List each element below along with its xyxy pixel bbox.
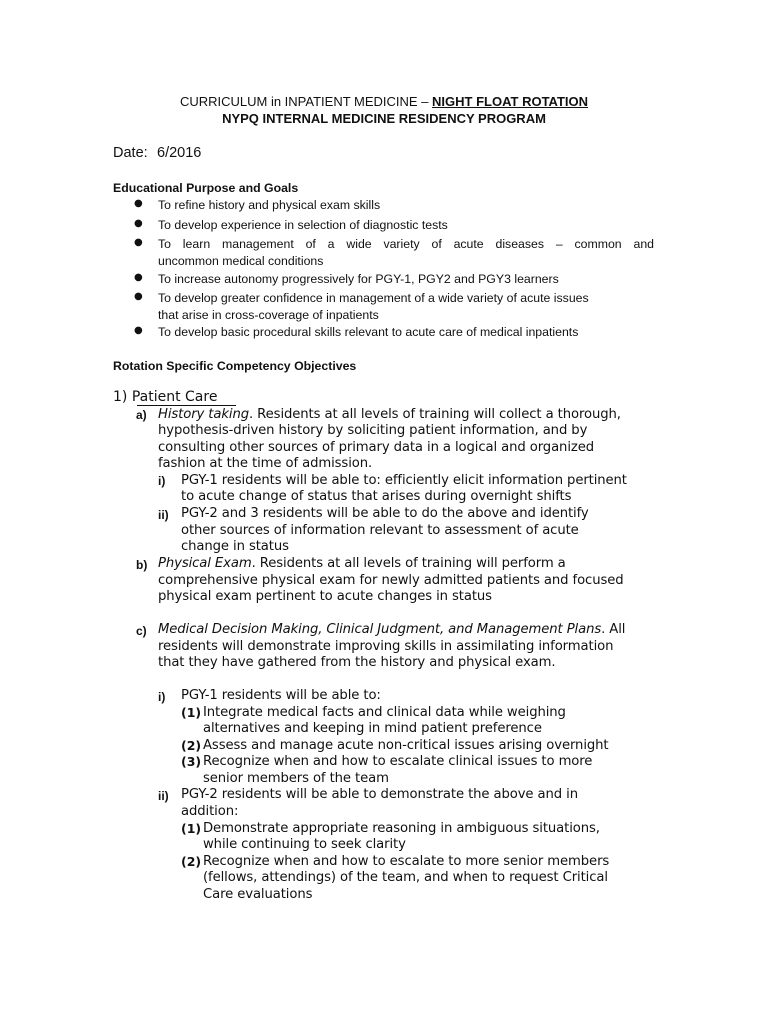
bullet-icon: ●	[134, 272, 143, 283]
item-a-title: History taking	[158, 407, 249, 422]
section-title: 1) Patient Care	[113, 389, 218, 405]
section-underline	[137, 405, 236, 406]
numbered-label: (1)	[181, 821, 202, 836]
item-b-text: . Residents at all levels of training will perform a	[251, 556, 566, 571]
numbered-line: while continuing to seek clarity	[203, 837, 406, 852]
item-b-title: Physical Exam	[158, 556, 252, 571]
program-title: NYPQ INTERNAL MEDICINE RESIDENCY PROGRAM	[222, 111, 546, 126]
goal-item: To develop experience in selection of diagnostic tests	[158, 218, 448, 232]
numbered-label: (2)	[181, 854, 202, 869]
subitem-line: PGY-2 and 3 residents will be able to do the above and identify	[181, 506, 589, 521]
item-c-line	[158, 622, 625, 637]
item-c-text: . All	[601, 622, 626, 637]
goal-item: To increase autonomy progressively for PGY-1, PGY2 and PGY3 learners	[158, 272, 559, 286]
title-prefix: CURRICULUM in INPATIENT MEDICINE –	[179, 94, 433, 109]
title-rotation: NIGHT FLOAT ROTATION	[432, 94, 589, 109]
goal-item: To develop greater confidence in management of a wide variety of acute issues	[158, 291, 589, 305]
numbered-line: Recognize when and how to escalate to more senior members	[203, 854, 610, 869]
subitem-line: other sources of information relevant to assessment of acute	[181, 523, 579, 538]
subitem-line: to acute change of status that arises during overnight shifts	[181, 489, 572, 504]
numbered-line: (fellows, attendings) of the team, and when to request Critical	[203, 870, 608, 885]
goal-item: To learn management of a wide variety of acute diseases – common and	[158, 237, 654, 251]
subitem-line: PGY-2 residents will be able to demonstrate the above and in	[181, 787, 578, 802]
item-label-c: c)	[136, 624, 147, 638]
item-label-a: a)	[136, 408, 147, 422]
item-c-line: residents will demonstrate improving skills in assimilating information	[158, 639, 614, 654]
numbered-line: senior members of the team	[203, 771, 389, 786]
numbered-line: Assess and manage acute non-critical issues arising overnight	[203, 738, 609, 753]
goals-heading: Educational Purpose and Goals	[113, 181, 299, 195]
subitem-line: PGY-1 residents will be able to: efficiently elicit information pertinent	[181, 473, 627, 488]
item-a-line	[158, 407, 621, 422]
subitem-label: i)	[158, 474, 166, 488]
item-a-line: consulting other sources of primary data in a logical and organized	[158, 440, 594, 455]
bullet-icon: ●	[134, 198, 143, 209]
subitem-line: addition:	[181, 804, 239, 819]
item-label-b: b)	[136, 558, 148, 572]
numbered-label: (2)	[181, 738, 202, 753]
numbered-line: alternatives and keeping in mind patient preference	[203, 721, 542, 736]
bullet-icon: ●	[134, 291, 143, 302]
goal-item-cont: uncommon medical conditions	[158, 254, 324, 268]
item-b-line: physical exam pertinent to acute changes in status	[158, 589, 492, 604]
item-b-line: comprehensive physical exam for newly admitted patients and focused	[158, 573, 624, 588]
item-b-line	[158, 556, 566, 571]
goal-item-cont: that arise in cross-coverage of inpatients	[158, 308, 379, 322]
curriculum-title	[0, 94, 768, 109]
bullet-icon: ●	[134, 218, 143, 229]
subitem-label: ii)	[158, 789, 169, 803]
numbered-line: Demonstrate appropriate reasoning in ambiguous situations,	[203, 821, 600, 836]
item-a-line: hypothesis-driven history by soliciting patient information, and by	[158, 423, 588, 438]
subitem-line: PGY-1 residents will be able to:	[181, 688, 381, 703]
subitem-label: i)	[158, 690, 166, 704]
numbered-line: Integrate medical facts and clinical data while weighing	[203, 705, 566, 720]
subitem-line: change in status	[181, 539, 289, 554]
item-a-line: fashion at the time of admission.	[158, 456, 373, 471]
bullet-icon: ●	[134, 325, 143, 336]
numbered-label: (1)	[181, 705, 202, 720]
date-value: 6/2016	[157, 145, 202, 161]
goal-item: To refine history and physical exam skills	[158, 198, 381, 212]
item-c-line: that they have gathered from the history and physical exam.	[158, 655, 556, 670]
numbered-line: Recognize when and how to escalate clinical issues to more	[203, 754, 593, 769]
bullet-icon: ●	[134, 237, 143, 248]
goal-item: To develop basic procedural skills relevant to acute care of medical inpatients	[158, 325, 579, 339]
subitem-label: ii)	[158, 508, 169, 522]
item-a-text: . Residents at all levels of training will collect a thorough,	[249, 407, 621, 422]
item-c-title: Medical Decision Making, Clinical Judgment, and Management Plans	[158, 622, 602, 637]
numbered-line: Care evaluations	[203, 887, 313, 902]
numbered-label: (3)	[181, 754, 202, 769]
date-label: Date:	[113, 145, 148, 161]
objectives-heading: Rotation Specific Competency Objectives	[113, 359, 357, 373]
section-patient-care	[113, 389, 217, 405]
